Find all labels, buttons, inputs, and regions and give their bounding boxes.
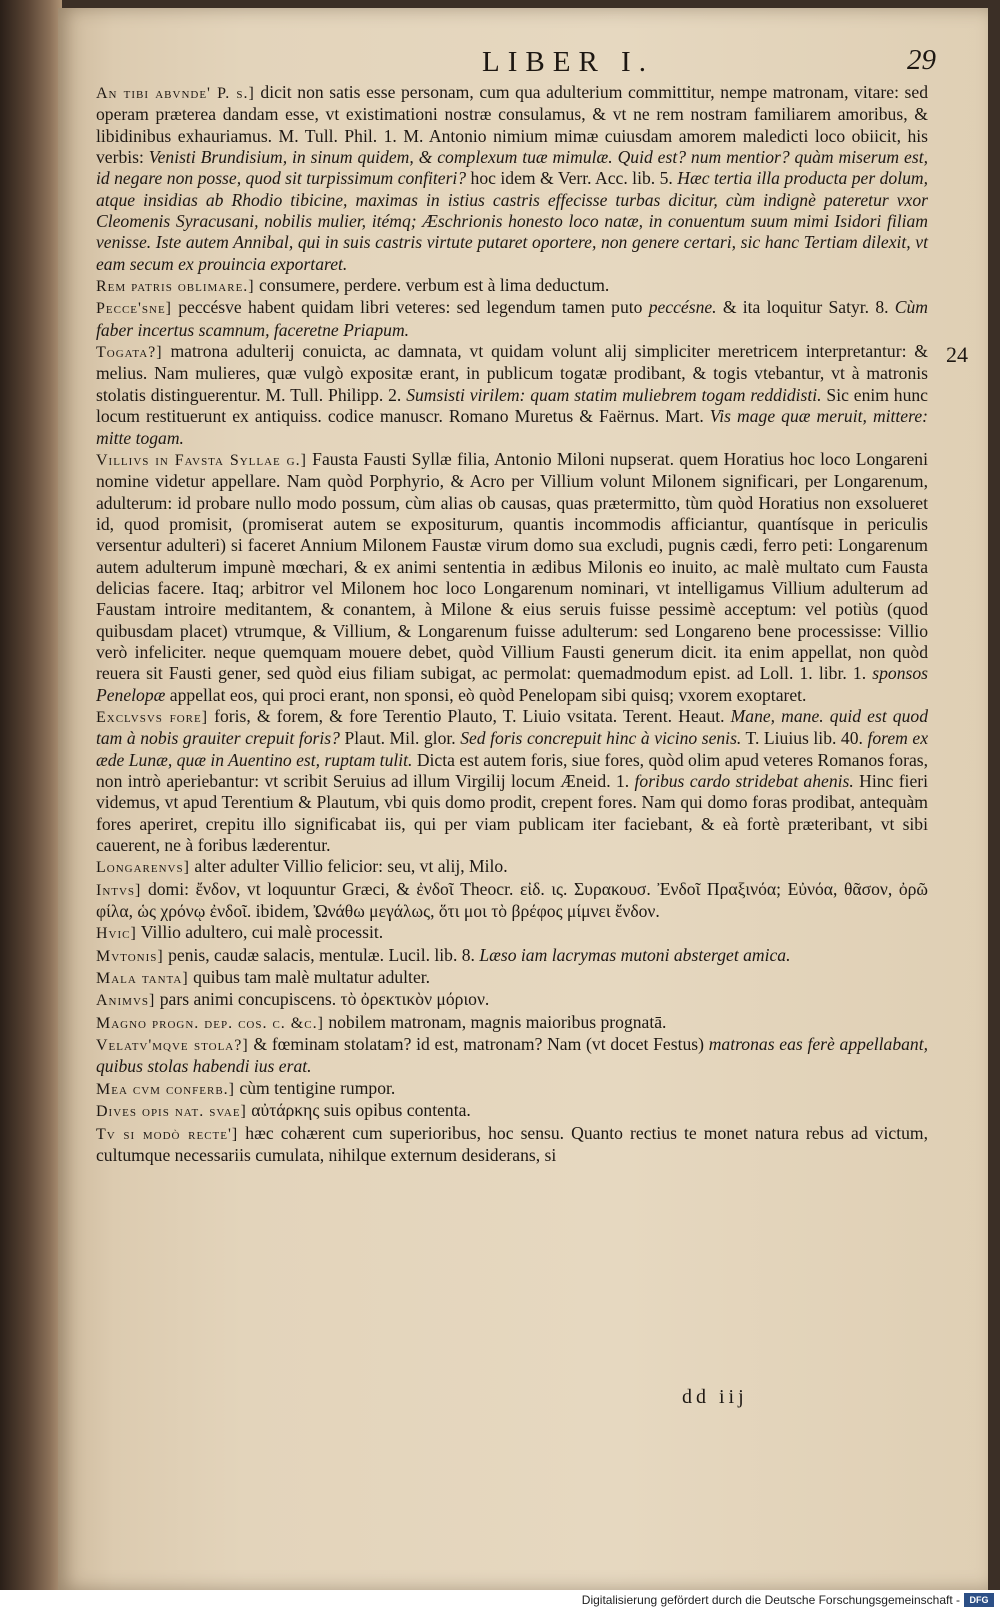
gloss: Fausta Fausti Syllæ filia, Antonio Miloni nupserat. quem Horatius hoc loco Longareni nomine videtur appellare. Nam quòd Porphyrio, & Acro per Villium volunt Milonem significari, per Longarenum, adulterum: id probare nullo modo possum, cùm alias ob causas, quas prætermitto, tùm quòd Horatius non exsolueret id, quod promisit, (promiserat autem se expositurum, quantis incommodis afficiantur, quantísque in periculis versentur adulteri) si faceret Annium Milonem Faustæ virum domo sua excludi, pugnis cædi, ferro peti: Longarenum autem adulterum impunè mœchari, & ex animi sententia in ædibus Milonis eo inuito, ac malè multato cum Fausta delicias facere. Itaq; arbitror vel Milonem hoc loco Longarenum nominari, vt intelligamus Villium adulterum ad Faustam introire meditantem, & conantem, à Milone & eius seruis fuisse pessimè acceptum: vel potiùs (quod quibusdam placet) vtrumque, & Villium, & Longarenum fuisse adulterum: sed Longareno bene processisse: Villio verò infeliciter. neque quemquam mouere debet, quòd Villium Fausti generum dicit. ita enim appellat, non quòd reuera sit Fausti gener, sed quòd eius filiam subigat, ac permolat: quemadmodum epist. ad Loll. 1. libr. 1. [96,448,928,684]
gloss: alter adulter Villio felicior: seu, vt alij, Milo. [189,856,508,877]
quotation: Mane, mane. quid est quod tam à nobis grauiter crepuit foris? [96,705,928,749]
gloss: consumere, perdere. verbum est à lima deductum. [254,275,610,296]
gloss: nobilem matronam, magnis maioribus prognatā. [323,1011,667,1032]
lemma: Togata?] [96,344,163,362]
lemma: Magno progn. dep. cos. c. &c.] [96,1014,324,1032]
commentary-paragraph [96,341,928,449]
gloss: Sic enim hunc locum restituerunt ex antiquiss. codice manuscr. Romano Muretus & Faërnus. Mart. [96,384,928,427]
lemma: Villivs in Favsta Syllae g.] [96,451,307,469]
gloss: αὐτάρκης suis opibus contenta. [246,1100,471,1121]
dfg-logo-icon: DFG [964,1593,994,1607]
gloss: pars animi concupiscens. τὸ ὀρεκτικὸν μόριον. [155,989,490,1010]
quotation: Læso iam lacrymas mutoni absterget amica. [479,944,791,965]
lemma: Rem patris oblimare.] [96,278,255,296]
quotation: Vis mage quæ meruit, mittere: mitte togam. [96,406,928,448]
gloss: Hinc fieri videmus, vt apud Terentium & Plautum, vbi quis domo prodit, crepent fores. Nam qui domo foras prodibat, antequàm fores aperiret, crepitu illo significabat iis, qui per viam publicam iter faciebant, & eà fortè præteribant, vt sibi cauerent, ne à foribus læderentur. [96,771,929,856]
commentary-text [96,82,928,1166]
folio-number: 29 [907,44,936,76]
signature-mark: dd iij [682,1386,748,1408]
book-page [58,8,988,1590]
lemma: An tibi abvnde' P. s.] [96,85,255,102]
quotation: foribus cardo stridebat ahenis. [634,771,854,791]
gloss: T. Liuius lib. 40. [741,728,868,749]
gloss: hæc cohærent cum superioribus, hoc sensu. Quanto rectius te monet natura rebus ad victum, cultumque necessariis cumulata, nihilque externum desiderans, si [96,1122,928,1165]
quotation: Sed foris concrepuit hinc à vicino senis. [460,728,742,749]
commentary-paragraph [96,82,928,275]
lemma: Exclvsvs fore] [96,708,209,726]
commentary-paragraph [96,989,928,1011]
lemma: Dives opis nat. svae] [96,1103,247,1121]
quotation: peccésne. [648,297,717,318]
gloss: dicit non satis esse personam, cum qua adulterium committitur, nempe matronam, vitare: sed operam præterea dandam esse, vt existimationi nostræ consulamus, & vt ne rem nostram familiarem amoribus, & libidinibus exhauriamus. M. Tull. Phil. 1. M. Antonio nimium mimæ cuiusdam amorem maledicti loco obiicit, his verbis: [96,82,929,168]
commentary-paragraph [96,922,928,944]
quotation: Sumsisti virilem: quam statim muliebrem togam reddidisti. [406,384,822,405]
lemma: Velatv'mqve stola?] [96,1037,249,1055]
gloss: Villio adultero, cui malè processit. [136,922,384,943]
lemma: Mea cvm conferb.] [96,1080,236,1098]
commentary-paragraph [96,1078,928,1100]
footer-credit: Digitalisierung gefördert durch die Deutsche Forschungsgemeinschaft - [581,1593,960,1607]
gloss: penis, caudæ salacis, mentulæ. Lucil. lib. 8. [163,944,480,965]
lemma: Animvs] [96,992,156,1010]
lemma: Mala tanta] [96,970,189,988]
margin-line-number: 24 [946,342,968,367]
gloss: & ita loquitur Satyr. 8. [716,297,895,318]
commentary-paragraph [96,1100,928,1122]
commentary-paragraph [96,1034,928,1078]
gloss: cùm tentigine rumpor. [235,1077,396,1098]
quotation: matronas eas ferè appellabant, quibus stolas habendi ius erat. [96,1034,928,1077]
quotation: Hæc tertia illa producta per dolum, atque insidias ab Rhodio tibicine, maximas in istius castris effecisse turbas dicitur, cùm indignè pateretur vxor Cleomenis Syracusani, nobilis mulier, itémq; Æschrionis honesto loco natæ, in conuentum suum mimi Isidori filiam venisse. Iste autem Annibal, qui in suis castris virtute putaret oportere, non genere certari, sic hanc Tertiam dilexit, vt eam secum ex prouincia exportaret. [96,168,929,274]
page-header [58,46,988,86]
running-title: LIBER I. [482,46,654,78]
lemma: Intvs] [96,881,142,899]
gloss: quibus tam malè multatur adulter. [188,967,431,988]
quotation: Cùm faber incertus scamnum, faceretne Priapum. [96,297,928,340]
commentary-paragraph [96,297,928,341]
commentary-paragraph [96,856,928,878]
book-binding [0,0,62,1590]
quotation: Venisti Brundisium, in sinum quidem, & complexum tuæ mimulæ. Quid est? num mentior? quàm miserum est, id negare non posse, quod sit turpissimum confiteri? [96,147,928,189]
quotation: sponsos Penelopæ [96,663,928,705]
gloss: matrona adulterij conuicta, ac damnata, vt quidam volunt alij simpliciter meretricem interpretantur: & melius. Nam mulieres, quæ vulgò expositæ erant, in publicum togatæ prodibant, & togis vtebantur, vt à matronis stolatis distinguerentur. M. Tull. Philipp. 2. [96,341,928,405]
gloss: Dicta est autem foris, siue fores, quòd olim apud veteres Romanos foras, non intrò aperiebantur: vt scribit Seruius ad illum Virgilij locum Æneid. 1. [96,749,928,791]
commentary-paragraph [96,275,928,297]
commentary-paragraph [96,1123,928,1167]
gloss: peccésve habent quidam libri veteres: sed legendum tamen puto [172,297,649,318]
commentary-paragraph [96,706,928,856]
commentary-paragraph [96,945,928,967]
lemma: Longarenvs] [96,859,190,877]
lemma: Hvic] [96,925,137,943]
gloss: domi: ἔνδον, vt loquuntur Græci, & ἐνδοῖ Theocr. εἰδ. ις. Συρακουσ. Ἐνδοῖ Πραξινόα; Εὐνόα, θᾶσον, ὀρῶ φίλα, ὡς χρόνῳ ἐνδοῖ. ibidem, Ὠνάθω μεγάλως, ὅτι μοι τὸ βρέφος μίμνει ἔνδον. [96,878,928,922]
gloss: hoc idem & Verr. Acc. lib. 5. [466,168,678,189]
commentary-paragraph [96,449,928,706]
commentary-paragraph [96,1012,928,1034]
lemma: Mvtonis] [96,947,164,965]
digitization-footer [0,1590,1000,1611]
quotation: forem ex æde Lunæ, quæ in Auentino est, ruptam tulit. [96,728,928,770]
commentary-paragraph [96,879,928,923]
gloss: foris, & forem, & fore Terentio Plauto, T. Liuio vsitata. Terent. Heaut. [208,705,731,726]
gloss: Plaut. Mil. glor. [339,728,461,749]
gloss: & fœminam stolatam? id est, matronam? Nam (vt docet Festus) [248,1034,709,1055]
gloss: appellat eos, qui proci erant, non sponsi, eò quòd Penelopam sibi quisq; vxorem exoptaret. [165,684,807,705]
commentary-paragraph [96,967,928,989]
lemma: Tv si modò recte'] [96,1125,239,1143]
lemma: Pecce'sne] [96,300,173,318]
